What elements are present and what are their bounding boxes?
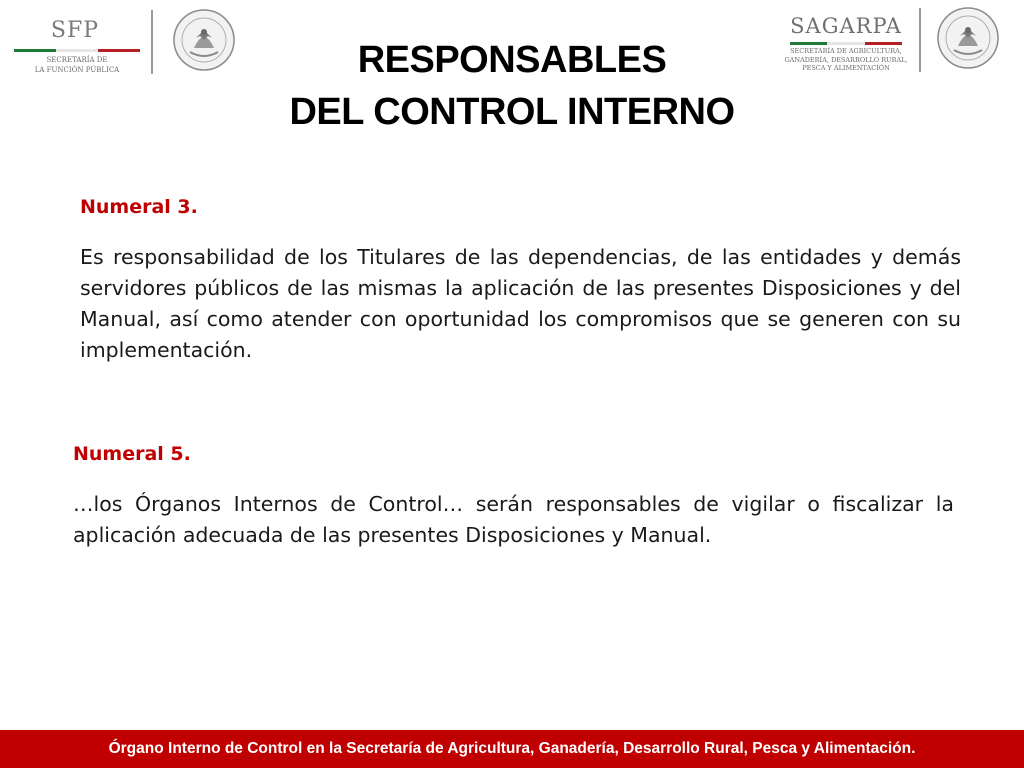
header-divider bbox=[151, 10, 153, 74]
sagarpa-subtitle-line: SECRETARÍA DE AGRICULTURA, bbox=[790, 47, 902, 55]
sagarpa-logo bbox=[780, 14, 912, 84]
sfp-subtitle-line: SECRETARÍA DE bbox=[46, 56, 108, 64]
flag-stripe bbox=[790, 42, 902, 45]
sfp-logo bbox=[10, 18, 150, 78]
section-paragraph: Es responsabilidad de los Titulares de las dependencias, de las entidades y demás servidores públicos de las mismas la aplicación de las presentes Disposiciones y del Manual, así como atender con oportunidad los compromisos que se generen con su implementación. bbox=[80, 245, 961, 362]
sfp-subtitle bbox=[10, 55, 144, 75]
footer-bar bbox=[0, 730, 1024, 768]
mexico-coat-of-arms-seal-icon bbox=[936, 6, 1000, 70]
sagarpa-subtitle-line: GANADERÍA, DESARROLLO RURAL, bbox=[784, 55, 908, 64]
sagarpa-subtitle bbox=[780, 47, 912, 73]
page-title bbox=[200, 34, 824, 138]
sagarpa-subtitle-line: PESCA Y ALIMENTACIÓN bbox=[802, 64, 890, 72]
sfp-acronym: SFP bbox=[50, 18, 100, 43]
sagarpa-acronym: SAGARPA bbox=[790, 14, 902, 38]
header-divider bbox=[919, 8, 921, 72]
flag-stripe bbox=[14, 49, 140, 52]
sfp-subtitle-line: LA FUNCIÓN PÚBLICA bbox=[34, 66, 120, 74]
footer-text: Órgano Interno de Control en la Secretaría de Agricultura, Ganadería, Desarrollo Rural, Pesca y Alimentación. bbox=[108, 740, 916, 757]
section-paragraph: …los Órganos Internos de Control… serán responsables de vigilar o fiscalizar la aplicación adecuada de las presentes Disposiciones y Manual. bbox=[73, 492, 954, 547]
section-heading: Numeral 5. bbox=[73, 443, 191, 465]
title-line-2: DEL CONTROL INTERNO bbox=[289, 91, 735, 133]
section-heading: Numeral 3. bbox=[80, 196, 198, 218]
title-line-1: RESPONSABLES bbox=[357, 39, 667, 81]
